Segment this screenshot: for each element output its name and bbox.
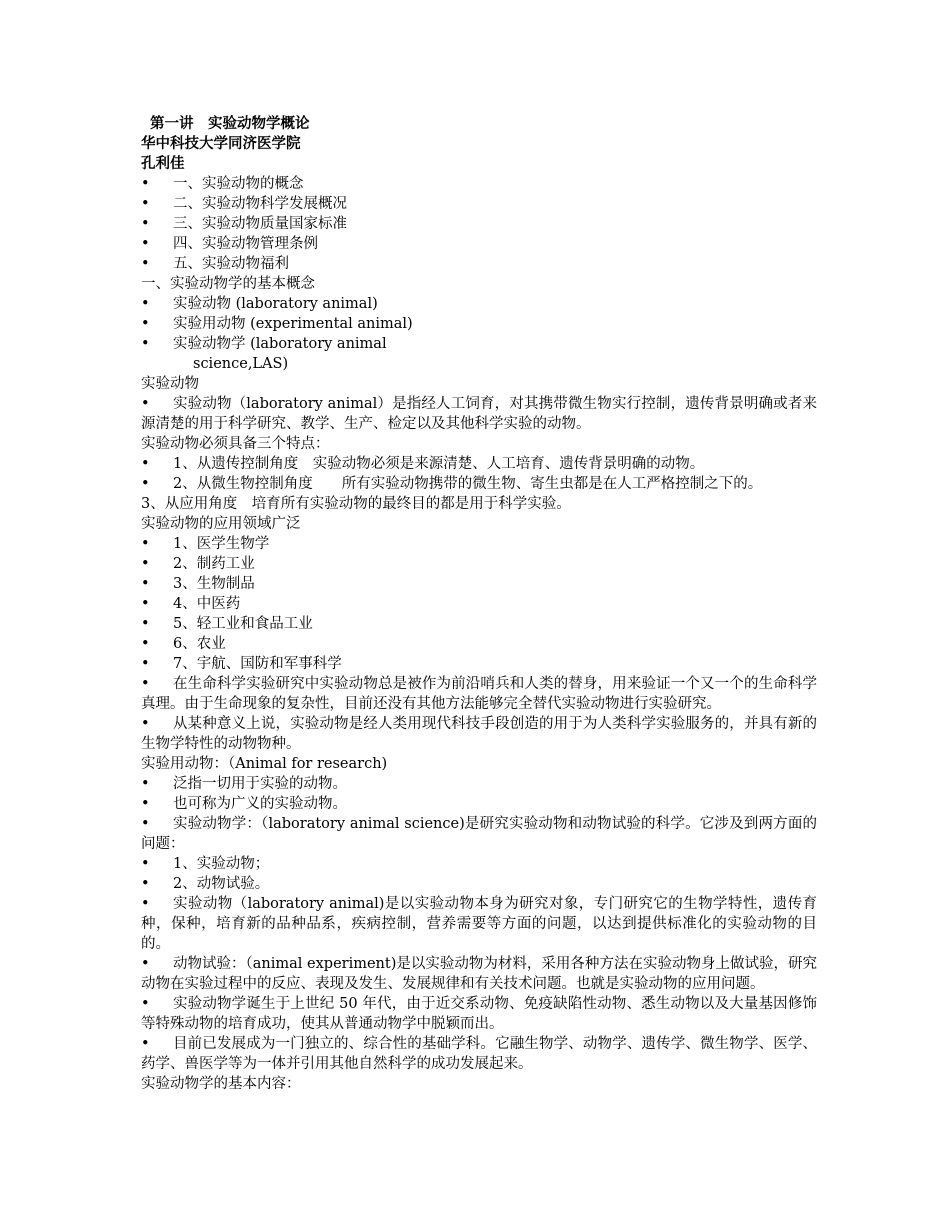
field-item-6: • 6、农业 <box>141 636 226 652</box>
bullet-icon: • <box>141 596 150 612</box>
field-item-5: • 5、轻工业和食品工业 <box>141 616 313 632</box>
bullet-icon: • <box>141 396 150 412</box>
bullet-icon: • <box>141 296 150 312</box>
history-paragraph: • 实验动物学诞生于上世纪 50 年代，由于近交系动物、免疫缺陷性动物、悉生动物以及大量基因修饰等特殊动物的培育成功，使其从普通动物学中脱颖而出。 <box>141 996 817 1032</box>
research-animal-heading: 实验用动物：（Animal for research) <box>141 756 388 772</box>
field-item-2: • 2、制药工业 <box>141 556 255 572</box>
bullet-icon: • <box>141 876 150 892</box>
bullet-icon: • <box>141 716 150 732</box>
lab-animal-research-paragraph: • 实验动物（laboratory animal)是以实验动物本身为研究对象，专门研究它的生物学特性，遗传育种，保种，培育新的品种品系，疾病控制，营养需要等方面的问题，以达到提供标准化的实验动物的目的。 <box>141 896 817 952</box>
bullet-icon: • <box>141 776 150 792</box>
concept-item-3: • 实验动物学 (laboratory animal <box>141 336 387 352</box>
bullet-icon: • <box>141 216 150 232</box>
bullet-icon: • <box>141 456 150 472</box>
bullet-icon: • <box>141 676 150 692</box>
feature-item-1: • 1、从遗传控制角度 实验动物必须是来源清楚、人工培育、遗传背景明确的动物。 <box>141 456 705 472</box>
bullet-icon: • <box>141 996 150 1012</box>
bullet-icon: • <box>141 636 150 652</box>
field-item-1: • 1、医学生物学 <box>141 536 270 552</box>
author-name: 孔利佳 <box>141 155 185 172</box>
outline-item-3: • 三、实验动物质量国家标准 <box>141 216 347 232</box>
bullet-icon: • <box>141 796 150 812</box>
fields-heading: 实验动物的应用领域广泛 <box>141 516 301 532</box>
discipline-paragraph: • 目前已发展成为一门独立的、综合性的基础学科。它融生物学、动物学、遗传学、微生物学、医学、药学、兽医学等为一体并引用其他自然科学的成功发展起来。 <box>141 1036 817 1072</box>
lab-animal-definition: • 实验动物（laboratory animal）是指经人工饲育，对其携带微生物实行控制，遗传背景明确或者来源清楚的用于科学研究、教学、生产、检定以及其他科学实验的动物。 <box>141 396 817 432</box>
outline-item-4: • 四、实验动物管理条例 <box>141 236 318 252</box>
bullet-icon: • <box>141 176 150 192</box>
las-aspect-2: • 2、动物试验。 <box>141 876 270 892</box>
bullet-icon: • <box>141 856 150 872</box>
bullet-icon: • <box>141 476 150 492</box>
field-item-4: • 4、中医药 <box>141 596 241 612</box>
bullet-icon: • <box>141 656 150 672</box>
section-heading-basic-concepts: 一、实验动物学的基本概念 <box>141 276 315 292</box>
research-animal-item-2: • 也可称为广义的实验动物。 <box>141 796 347 812</box>
outline-item-2: • 二、实验动物科学发展概况 <box>141 196 347 212</box>
concept-item-1: • 实验动物 (laboratory animal) <box>141 296 378 312</box>
institution-name: 华中科技大学同济医学院 <box>141 135 301 152</box>
las-definition: • 实验动物学：（laboratory animal science)是研究实验动物和动物试验的科学。它涉及到两方面的问题： <box>141 816 817 852</box>
sentinel-paragraph: • 在生命科学实验研究中实验动物总是被作为前沿哨兵和人类的替身，用来验证一个又一个的生命科学真理。由于生命现象的复杂性，目前还没有其他方法能够完全替代实验动物进行实验研究。 <box>141 676 817 712</box>
research-animal-item-1: • 泛指一切用于实验的动物。 <box>141 776 347 792</box>
feature-item-3: 3、从应用角度 培育所有实验动物的最终目的都是用于科学实验。 <box>141 496 571 512</box>
bullet-icon: • <box>141 536 150 552</box>
concept-item-3-continuation: science,LAS) <box>193 356 289 372</box>
bullet-icon: • <box>141 896 150 912</box>
basic-content-heading: 实验动物学的基本内容： <box>141 1076 301 1092</box>
bullet-icon: • <box>141 196 150 212</box>
lecture-title: 第一讲 实验动物学概论 <box>150 115 310 132</box>
bullet-icon: • <box>141 256 150 272</box>
bullet-icon: • <box>141 1036 150 1052</box>
bullet-icon: • <box>141 816 150 832</box>
bullet-icon: • <box>141 316 150 332</box>
outline-item-5: • 五、实验动物福利 <box>141 256 289 272</box>
animal-experiment-paragraph: • 动物试验：（animal experiment)是以实验动物为材料，采用各种方法在实验动物身上做试验，研究动物在实验过程中的反应、表现及发生、发展规律和有关技术问题。也就是实验动物的应用问题。 <box>141 956 817 992</box>
bullet-icon: • <box>141 956 150 972</box>
bullet-icon: • <box>141 576 150 592</box>
feature-item-2: • 2、从微生物控制角度 所有实验动物携带的微生物、寄生虫都是在人工严格控制之下的。 <box>141 476 763 492</box>
bullet-icon: • <box>141 236 150 252</box>
outline-item-1: • 一、实验动物的概念 <box>141 176 304 192</box>
field-item-7: • 7、宇航、国防和军事科学 <box>141 656 342 672</box>
las-aspect-1: • 1、实验动物； <box>141 856 270 872</box>
bullet-icon: • <box>141 556 150 572</box>
concept-item-2: • 实验用动物 (experimental animal) <box>141 316 413 332</box>
bullet-icon: • <box>141 336 150 352</box>
lab-animal-heading: 实验动物 <box>141 376 199 392</box>
field-item-3: • 3、生物制品 <box>141 576 255 592</box>
species-paragraph: • 从某种意义上说，实验动物是经人类用现代科技手段创造的用于为人类科学实验服务的，并具有新的生物学特性的动物物种。 <box>141 716 817 752</box>
document-page <box>141 114 821 1094</box>
bullet-icon: • <box>141 616 150 632</box>
features-heading: 实验动物必须具备三个特点： <box>141 436 330 452</box>
